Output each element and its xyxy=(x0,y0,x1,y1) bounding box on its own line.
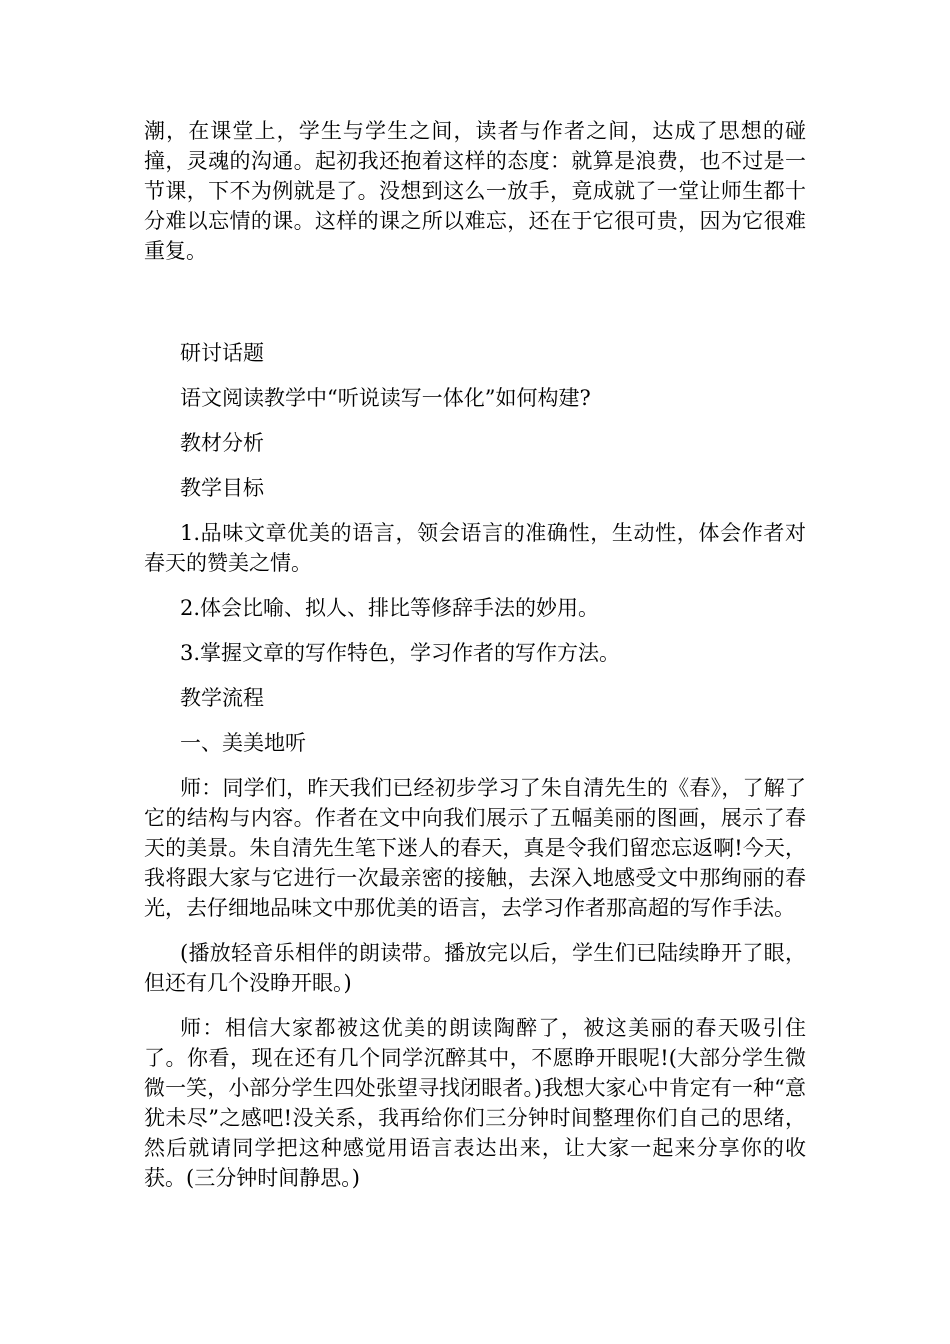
spacer xyxy=(144,458,806,473)
teacher-speech-1: 师：同学们，昨天我们已经初步学习了朱自清先生的《春》，了解了它的结构与内容。作者在文中向我们展示了五幅美丽的图画，展示了春天的美景。朱自清先生笔下迷人的春天，真是令我们留恋忘返啊!今天，我将跟大家与它进行一次最亲密的接触，去深入地感受文中那绚丽的春光，去仔细地品味文中那优美的语言，去学习作者那高超的写作手法。 xyxy=(144,776,806,920)
spacer xyxy=(144,713,806,728)
paragraph-continuation: 潮，在课堂上，学生与学生之间，读者与作者之间，达成了思想的碰撞，灵魂的沟通。起初我还抱着这样的态度：就算是浪费，也不过是一节课，下不为例就是了。没想到这么一放手，竟成就了一堂让师生都十分难以忘情的课。这样的课之所以难忘，还在于它很可贵，因为它很难重复。 xyxy=(144,119,806,263)
spacer xyxy=(144,758,806,773)
goal-item-3: 3.掌握文章的写作特色，学习作者的写作方法。 xyxy=(180,641,621,665)
document-body xyxy=(144,116,806,1193)
spacer xyxy=(144,578,806,593)
goal-item-2: 2.体会比喻、拟人、排比等修辞手法的妙用。 xyxy=(180,596,600,620)
spacer xyxy=(144,623,806,638)
spacer xyxy=(144,368,806,383)
heading-step-listen: 一、美美地听 xyxy=(180,731,306,755)
teacher-speech-2: 师：相信大家都被这优美的朗读陶醉了，被这美丽的春天吸引住了。你看，现在还有几个同学沉醉其中，不愿睁开眼呢!(大部分学生微微一笑，小部分学生四处张望寻找闭眼者。)我想大家心中肯定有一种“意犹未尽”之感吧!没关系，我再给你们三分钟时间整理你们自己的思绪，然后就请同学把这种感觉用语言表达出来，让大家一起来分享你的收获。(三分钟时间静思。) xyxy=(144,1016,806,1190)
stage-direction: (播放轻音乐相伴的朗读带。播放完以后，学生们已陆续睁开了眼，但还有几个没睁开眼。) xyxy=(144,941,806,995)
spacer xyxy=(144,413,806,428)
heading-teaching-goals: 教学目标 xyxy=(180,476,264,500)
goal-item-1: 1.品味文章优美的语言，领会语言的准确性，生动性，体会作者对春天的赞美之情。 xyxy=(144,521,806,575)
spacer xyxy=(144,668,806,683)
spacer xyxy=(144,923,806,938)
spacer xyxy=(144,998,806,1013)
spacer xyxy=(144,503,806,518)
section-spacer xyxy=(144,266,806,338)
topic-question: 语文阅读教学中“听说读写一体化”如何构建? xyxy=(180,386,591,410)
heading-teaching-process: 教学流程 xyxy=(180,686,264,710)
heading-material-analysis: 教材分析 xyxy=(180,431,264,455)
heading-topic: 研讨话题 xyxy=(180,341,264,365)
